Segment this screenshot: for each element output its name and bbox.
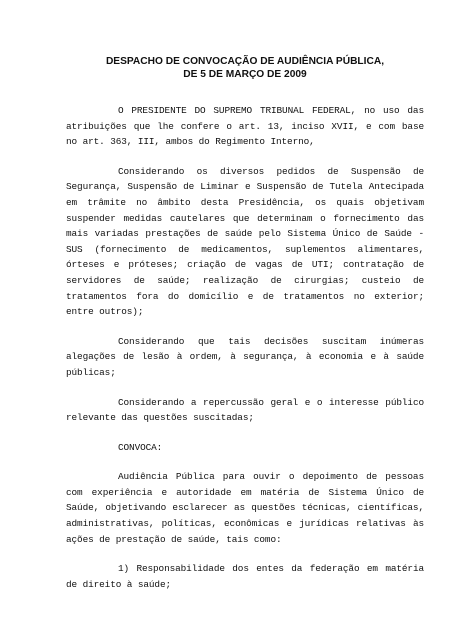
paragraph-considerando-pedidos: Considerando os diversos pedidos de Suspensão de Segurança, Suspensão de Liminar e Suspensão de Tutela Antecipada em trâmite no âmbito desta Presidência, os quais objetivam suspender medidas cautelares que determinam o fornecimento das mais variadas prestações de saúde pelo Sistema Único de Saúde - SUS (fornecimento de medicamentos, suplementos alimentares, órteses e próteses; criação de vagas de UTI; contratação de servidores de saúde; realização de cirurgias; custeio de tratamentos fora do domicílio e de tratamentos no exterior; entre outros); bbox=[66, 165, 424, 318]
paragraph-item-1: 1) Responsabilidade dos entes da federação em matéria de direito à saúde; bbox=[66, 563, 424, 590]
paragraph-audiencia-publica: Audiência Pública para ouvir o depoimento de pessoas com experiência e autoridade em matéria de Sistema Único de Saúde, objetivando esclarecer as questões técnicas, científicas, administrativas, políticas, econômicas e jurídicas relativas às ações de prestação de saúde, tais como: bbox=[66, 471, 424, 545]
paragraph-preamble: O PRESIDENTE DO SUPREMO TRIBUNAL FEDERAL, no uso das atribuições que lhe confere o art. 13, inciso XVII, e com base no art. 363, III, ambos do Regimento Interno, bbox=[66, 105, 424, 148]
paragraph-convoca: CONVOCA: bbox=[118, 441, 163, 453]
document-title-line-1: DESPACHO DE CONVOCAÇÃO DE AUDIÊNCIA PÚBLICA, bbox=[105, 56, 385, 67]
paragraph-considerando-decisoes: Considerando que tais decisões suscitam inúmeras alegações de lesão à ordem, à segurança, à economia e à saúde públicas; bbox=[66, 335, 424, 378]
document-title-line-2: DE 5 DE MARÇO DE 2009 bbox=[183, 69, 307, 80]
document-page bbox=[66, 55, 424, 592]
paragraph-considerando-repercussao: Considerando a repercussão geral e o interesse público relevante das questões suscitadas; bbox=[66, 396, 424, 424]
